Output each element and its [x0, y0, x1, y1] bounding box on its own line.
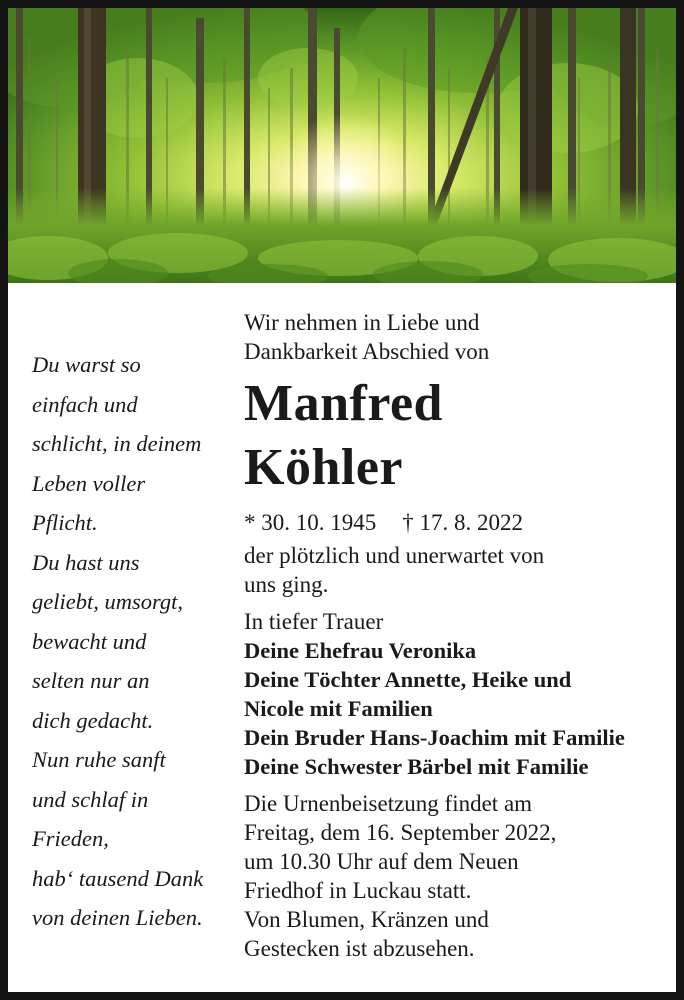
poem-line: und schlaf in	[32, 786, 149, 812]
mourner-line: Dein Bruder Hans-Joachim mit Familie	[244, 725, 625, 750]
deceased-last-name: Köhler	[244, 439, 403, 496]
poem-line: Du warst so	[32, 352, 141, 377]
poem-line: selten nur an	[32, 668, 150, 693]
mourner-line: Deine Schwester Bärbel mit Familie	[244, 754, 589, 779]
funeral-line: Freitag, dem 16. September 2022,	[244, 820, 557, 845]
poem-line: dich gedacht.	[32, 707, 154, 733]
death-circumstance-line: der plötzlich und unerwartet von	[244, 543, 545, 568]
death-circumstance-line: uns ging.	[244, 572, 329, 597]
intro-line: Wir nehmen in Liebe und	[244, 310, 480, 335]
poem-line: geliebt, umsorgt,	[32, 589, 184, 614]
life-dates	[244, 508, 664, 537]
poem-line: schlicht, in deinem	[32, 431, 202, 456]
forest-sunlight-photo	[8, 8, 676, 283]
poem	[32, 345, 237, 938]
poem-line: von deinen Lieben.	[32, 905, 203, 930]
intro-line: Dankbarkeit Abschied von	[244, 339, 490, 364]
birth-date: * 30. 10. 1945	[244, 510, 377, 535]
funeral-line: Friedhof in Luckau statt.	[244, 878, 472, 903]
funeral-line: Die Urnenbeisetzung findet am	[244, 791, 533, 816]
funeral-line: um 10.30 Uhr auf dem Neuen	[244, 849, 519, 874]
mourner-line: Deine Ehefrau Veronika	[244, 638, 477, 663]
poem-line: einfach und	[32, 391, 138, 417]
deceased-first-name: Manfred	[244, 375, 443, 432]
poem-line: Leben voller	[32, 470, 146, 496]
poem-line: Du hast uns	[32, 549, 140, 575]
funeral-line: Von Blumen, Kränzen und	[244, 907, 489, 932]
poem-line: Frieden,	[32, 826, 109, 851]
notice-text	[244, 308, 664, 963]
death-date: † 17. 8. 2022	[402, 510, 523, 535]
poem-line: hab‘ tausend Dank	[32, 865, 204, 891]
mourning-intro: In tiefer Trauer	[244, 609, 384, 634]
poem-line: bewacht und	[32, 628, 147, 654]
poem-line: Nun ruhe sanft	[32, 747, 166, 772]
poem-line: Pflicht.	[32, 510, 98, 535]
funeral-line: Gestecken ist abzusehen.	[244, 936, 475, 961]
mourner-line: Deine Töchter Annette, Heike und	[244, 667, 572, 692]
mourner-line: Nicole mit Familien	[244, 696, 433, 721]
